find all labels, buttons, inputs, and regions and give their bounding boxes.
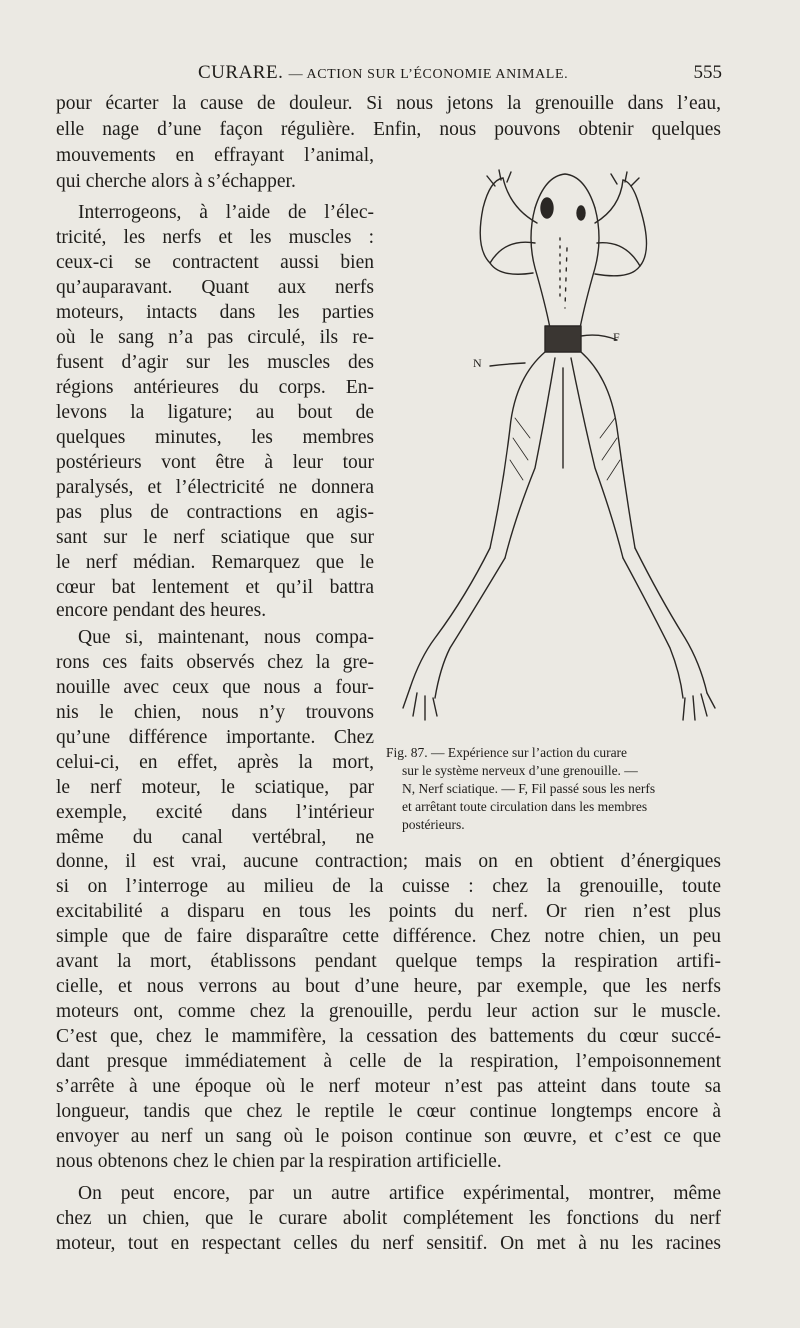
text-line: nouille avec ceux que nous a four- xyxy=(56,677,374,698)
text-line: sant sur le nerf sciatique que sur xyxy=(56,527,374,548)
text-line: celui-ci, en effet, après la mort, xyxy=(56,752,374,773)
paragraph-start-line: On peut encore, par un autre artifice expérimental, montrer, même xyxy=(78,1183,721,1204)
text-line: exemple, excité dans l’intérieur xyxy=(56,802,374,823)
text-line: moteurs, intacts dans les parties xyxy=(56,302,374,323)
text-line: cielle, et nous verrons au bout d’une heure, par exemple, que les nerfs xyxy=(56,976,721,997)
text-line: nous obtenons chez le chien par la respiration artificielle. xyxy=(56,1151,502,1172)
caption-line: et arrêtant toute circulation dans les membres xyxy=(402,799,648,814)
text-line: qui cherche alors à s’échapper. xyxy=(56,171,296,192)
text-line: avant la mort, établissons pendant quelque temps la respiration artifi- xyxy=(56,951,721,972)
text-line: si on l’interroge au milieu de la cuisse : chez la grenouille, toute xyxy=(56,876,721,897)
page-number: 555 xyxy=(693,62,722,83)
text-line: dant presque immédiatement à celle de la respiration, l’empoisonnement xyxy=(56,1051,721,1072)
text-line: quelques minutes, les membres xyxy=(56,427,374,448)
caption-line: postérieurs. xyxy=(402,817,465,832)
text-line: longueur, tandis que chez le reptile le cœur continue longtemps encore à xyxy=(56,1101,721,1122)
header-title xyxy=(198,62,568,84)
text-line: chez un chien, que le curare abolit complétement les fonctions du nerf xyxy=(56,1208,721,1229)
text-line: ceux-ci se contractent aussi bien xyxy=(56,252,374,273)
text-line: encore pendant des heures. xyxy=(56,600,267,621)
figure-label-f: F xyxy=(613,330,620,344)
text-line: moteurs ont, comme chez la grenouille, perdu leur action sur le muscle. xyxy=(56,1001,721,1022)
text-line: cœur bat lentement et qu’il battra xyxy=(56,577,374,598)
text-line: où le sang n’a pas circulé, ils re- xyxy=(56,327,374,348)
figure-label-n: N xyxy=(473,356,482,370)
text-line: tricité, les nerfs et les muscles : xyxy=(56,227,374,248)
text-line: mouvements en effrayant l’animal, xyxy=(56,145,374,166)
header-subtitle: — ACTION SUR L’ÉCONOMIE ANIMALE. xyxy=(288,67,569,82)
text-line: pas plus de contractions en agis- xyxy=(56,502,374,523)
caption-line: sur le système nerveux d’une grenouille. — xyxy=(402,763,638,778)
text-line: excitabilité a disparu en tous les points du nerf. Or rien n’est plus xyxy=(56,901,721,922)
header-title-main: CURARE. xyxy=(198,62,284,83)
running-header xyxy=(56,62,722,86)
text-line: moteur, tout en respectant celles du nerf sensitif. On met à nu les racines xyxy=(56,1233,721,1254)
text-line: nis le chien, nous n’y trouvons xyxy=(56,702,374,723)
text-line: pour écarter la cause de douleur. Si nous jetons la grenouille dans l’eau, xyxy=(56,93,721,114)
text-line: postérieurs vont être à leur tour xyxy=(56,452,374,473)
text-line: s’arrête à une époque où le nerf moteur n’est pas atteint dans toute sa xyxy=(56,1076,721,1097)
text-line: simple que de faire disparaître cette différence. Chez notre chien, un peu xyxy=(56,926,721,947)
text-line: C’est que, chez le mammifère, la cessation des battements du cœur succé- xyxy=(56,1026,721,1047)
paragraph-start-line: Que si, maintenant, nous compa- xyxy=(78,627,374,648)
text-line: même du canal vertébral, ne xyxy=(56,827,374,848)
text-line: régions antérieures du corps. En- xyxy=(56,377,374,398)
text-line: rons ces faits observés chez la gre- xyxy=(56,652,374,673)
text-line: fusent d’agir sur les muscles des xyxy=(56,352,374,373)
text-line: donne, il est vrai, aucune contraction; mais on en obtient d’énergiques xyxy=(56,851,721,872)
figure-caption xyxy=(386,744,724,834)
caption-line: N, Nerf sciatique. — F, Fil passé sous les nerfs xyxy=(402,781,656,796)
frog-illustration xyxy=(395,168,720,728)
text-line: elle nage d’une façon régulière. Enfin, nous pouvons obtenir quelques xyxy=(56,119,721,140)
text-line: levons la ligature; au bout de xyxy=(56,402,374,423)
text-line: qu’auparavant. Quant aux nerfs xyxy=(56,277,374,298)
caption-line: Fig. 87. — Expérience sur l’action du curare xyxy=(386,745,628,760)
text-line: paralysés, et l’électricité ne donnera xyxy=(56,477,374,498)
text-line: envoyer au nerf un sang où le poison continue son œuvre, et c’est ce que xyxy=(56,1126,721,1147)
text-line: le nerf moteur, le sciatique, par xyxy=(56,777,374,798)
text-line: le nerf médian. Remarquez que le xyxy=(56,552,374,573)
frog-drawing xyxy=(395,168,720,728)
paragraph-start-line: Interrogeons, à l’aide de l’élec- xyxy=(78,202,374,223)
text-line: qu’une différence importante. Chez xyxy=(56,727,374,748)
